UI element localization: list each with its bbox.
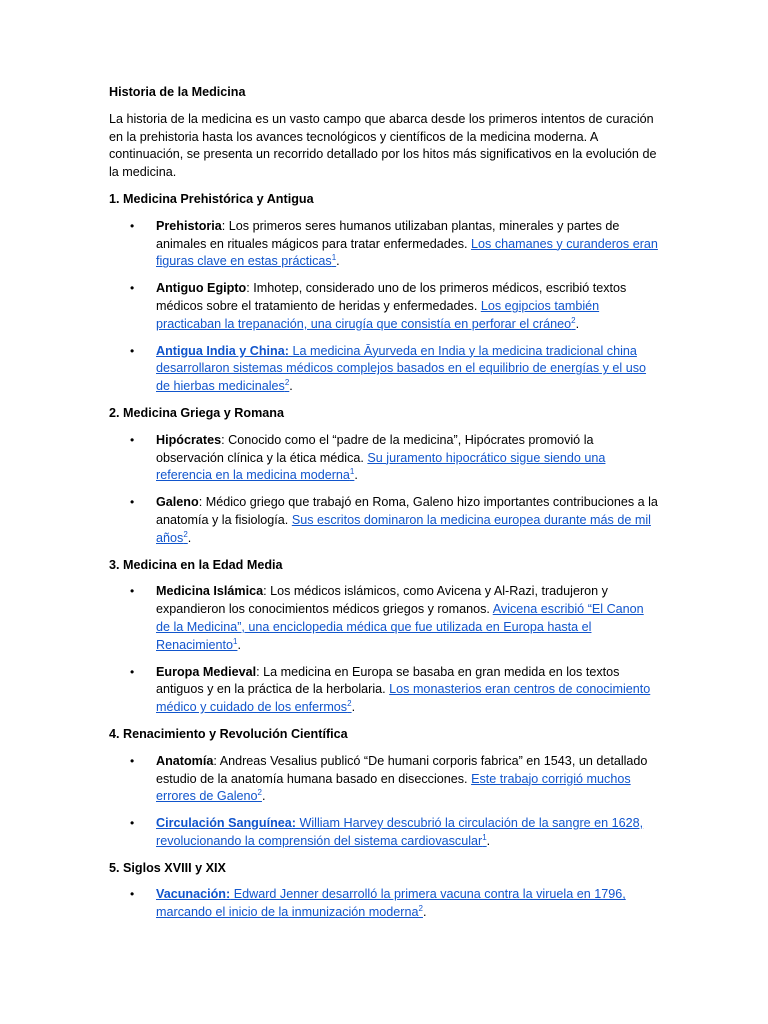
section-heading: 5. Siglos XVIII y XIX (109, 860, 226, 875)
list-item (109, 343, 661, 396)
bullet-list (109, 886, 661, 922)
sentence-period: . (261, 789, 266, 804)
list-item (109, 583, 661, 654)
term-separator: : (291, 816, 296, 831)
sentence-period: . (486, 833, 491, 848)
bullet-list (109, 218, 661, 396)
sentence-period: . (237, 637, 241, 652)
sentence-period: . (575, 316, 580, 331)
bullet-glyph: • (130, 816, 135, 831)
sentence-period: . (289, 379, 293, 394)
bullet-glyph: • (130, 495, 135, 510)
link-text: Sus escritos dominaron la medicina europea durante más de mil años (156, 512, 651, 545)
section (109, 557, 661, 717)
section (109, 726, 661, 851)
item-term: Antigua India y China (156, 343, 285, 358)
reference-number: 1 (233, 636, 238, 646)
document-page (109, 84, 661, 931)
item-term: Galeno (156, 495, 199, 510)
sentence-period: . (354, 468, 358, 483)
list-item (109, 664, 661, 717)
list-item (109, 886, 661, 922)
list-item (109, 280, 661, 333)
item-text: Imhotep, considerado uno de los primeros médicos, escribió textos médicos sobre el tratamiento de heridas y enfermedades. (156, 281, 627, 313)
item-term: Antiguo Egipto (156, 281, 247, 296)
bullet-list (109, 753, 661, 851)
sentence-period: . (336, 254, 340, 269)
sentence-period: . (187, 530, 192, 545)
bullet-glyph: • (130, 281, 135, 296)
item-term: Circulación Sanguínea (156, 816, 292, 831)
section-heading: 2. Medicina Griega y Romana (109, 405, 284, 420)
intro-paragraph: La historia de la medicina es un vasto campo que abarca desde los primeros intentos de curación en la prehistoria hasta los avances tecnológicos y científicos de la medicina moderna. A continuación, se presenta un recorrido detallado por los hitos más significativos en la evolución de la medicina. (109, 111, 657, 180)
bullet-glyph: • (130, 218, 135, 233)
bullet-glyph: • (130, 887, 135, 902)
list-item (109, 753, 661, 806)
section (109, 191, 661, 396)
item-term: Vacunación (156, 887, 226, 902)
bullet-glyph: • (130, 343, 135, 358)
link-text: Edward Jenner desarrolló la primera vacuna contra la viruela en 1796, marcando el inicio de la inmunización moderna (156, 887, 626, 920)
item-text: Los médicos islámicos, como Avicena y Al-Razi, tradujeron y expandieron los conocimientos médicos griegos y romanos. (156, 584, 608, 617)
list-item (109, 218, 661, 271)
section-heading: 1. Medicina Prehistórica y Antigua (109, 191, 314, 206)
citation-link[interactable] (156, 816, 643, 848)
reference-number: 2 (418, 904, 423, 914)
term-separator: : (226, 887, 231, 902)
section (109, 860, 661, 922)
item-text: La medicina en Europa se basaba en gran medida en los textos antiguos y en la práctica de la herbolaria. (156, 664, 620, 697)
section-heading: 3. Medicina en la Edad Media (109, 557, 283, 572)
bullet-glyph: • (130, 432, 135, 447)
term-separator: : (246, 281, 250, 296)
link-text: William Harvey descubrió la circulación de la sangre en 1628, revolucionando la comprensión del sistema cardiovascular (156, 816, 644, 848)
reference-number: 2 (284, 377, 290, 387)
reference-number: 2 (183, 529, 188, 539)
citation-link[interactable] (156, 344, 646, 394)
item-term: Anatomía (156, 753, 214, 768)
link-text: Los monasterios eran centros de conocimiento médico y cuidado de los enfermos (156, 682, 651, 715)
reference-number: 2 (347, 698, 352, 708)
reference-number: 2 (571, 315, 576, 325)
citation-link[interactable] (156, 887, 626, 919)
bullet-glyph: • (130, 664, 135, 679)
list-item (109, 815, 661, 851)
reference-number: 1 (349, 467, 355, 477)
item-text: Conocido como el “padre de la medicina”, Hipócrates promovió la observación clínica y la ética médica. (156, 432, 594, 465)
item-text: Médico griego que trabajó en Roma, Galeno hizo importantes contribuciones a la anatomía y la fisiología. (156, 495, 658, 527)
item-term: Prehistoria (156, 218, 222, 233)
section-heading: 4. Renacimiento y Revolución Científica (109, 726, 348, 741)
item-term: Europa Medieval (156, 664, 257, 679)
bullet-glyph: • (130, 753, 135, 768)
link-text: Avicena escribió “El Canon de la Medicina”, una enciclopedia médica que fue utilizada en Europa hasta el Renacimiento (156, 602, 644, 652)
reference-number: 1 (482, 832, 487, 842)
reference-number: 1 (331, 253, 337, 263)
term-separator: : (198, 495, 203, 510)
bullet-glyph: • (130, 584, 135, 599)
reference-number: 2 (257, 788, 262, 798)
link-text: La medicina Āyurveda en India y la medicina tradicional china desarrollaron sistemas médicos complejos basados en el equilibrio de energías y el uso de hierbas medicinales (156, 343, 647, 394)
list-item (109, 432, 661, 485)
bullet-list (109, 583, 661, 717)
link-text: Los egipcios también practicaban la trepanación, una cirugía que consistía en perforar el cráneo (156, 298, 600, 331)
term-separator: : (221, 218, 226, 233)
sentence-period: . (351, 700, 356, 715)
sections-container (109, 191, 661, 922)
term-separator: : (213, 753, 217, 768)
bullet-list (109, 432, 661, 548)
term-separator: : (256, 664, 260, 679)
list-item (109, 494, 661, 547)
section (109, 405, 661, 548)
link-text: Este trabajo corrigió muchos errores de Galeno (156, 771, 631, 804)
link-text: Los chamanes y curanderos eran figuras clave en estas prácticas (156, 236, 658, 269)
sentence-period: . (422, 905, 427, 920)
term-separator: : (221, 432, 225, 447)
item-term: Medicina Islámica (156, 584, 264, 599)
item-term: Hipócrates (156, 432, 222, 447)
link-text: Su juramento hipocrático sigue siendo una referencia en la medicina moderna (156, 450, 606, 483)
term-separator: : (263, 584, 267, 599)
item-text: Andreas Vesalius publicó “De humani corporis fabrica” en 1543, un detallado estudio de la anatomía humana basado en disecciones. (156, 753, 648, 786)
document-title: Historia de la Medicina (109, 85, 246, 99)
term-separator: : (284, 343, 289, 358)
item-text: Los primeros seres humanos utilizaban plantas, minerales y partes de animales en rituales mágicos para tratar enfermedades. (156, 218, 620, 251)
